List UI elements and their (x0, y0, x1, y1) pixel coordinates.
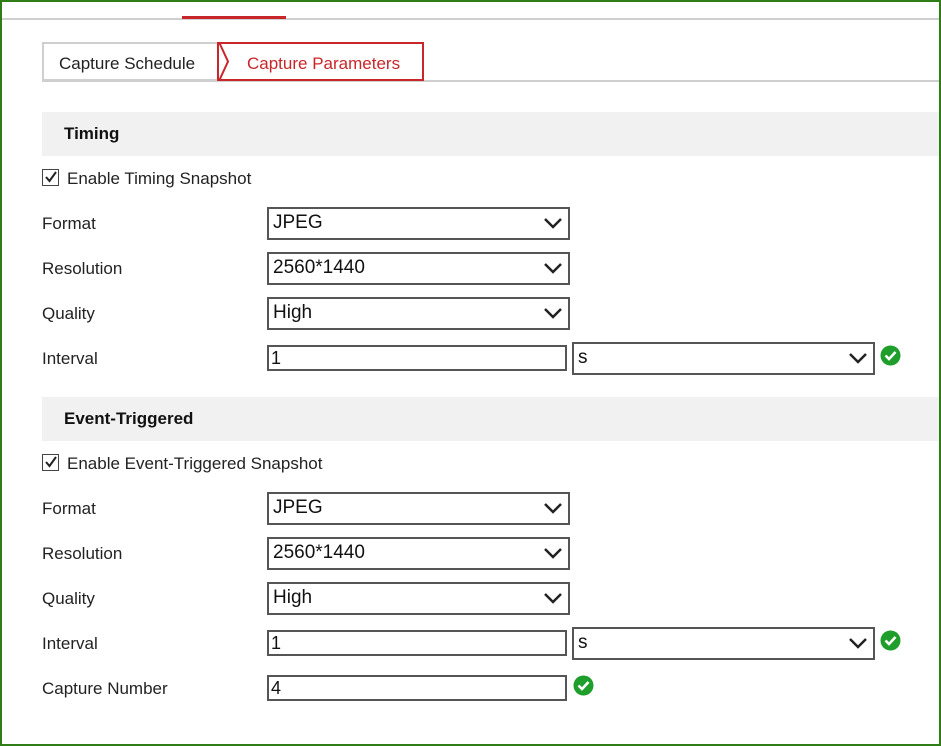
enable-timing-snapshot[interactable] (42, 169, 251, 189)
timing-quality-select[interactable] (267, 297, 570, 330)
timing-format-select[interactable] (267, 207, 570, 240)
timing-quality-value: High (273, 302, 313, 323)
event-resolution-value: 2560*1440 (273, 542, 365, 563)
chevron-down-icon (543, 217, 563, 229)
timing-format-value: JPEG (273, 212, 323, 233)
chevron-down-icon (543, 592, 563, 604)
event-format-select[interactable] (267, 492, 570, 525)
event-snapshot-checkbox[interactable] (42, 454, 59, 471)
valid-check-icon (880, 345, 901, 366)
tab-arrow-icon (219, 42, 231, 81)
chevron-down-icon (848, 352, 868, 364)
event-format-label: Format (42, 499, 96, 518)
event-resolution-label: Resolution (42, 544, 123, 563)
tab-capture-schedule-label: Capture Schedule (59, 54, 196, 73)
event-interval-unit-select[interactable] (572, 627, 875, 660)
event-interval-input[interactable] (267, 630, 567, 656)
timing-interval-input[interactable] (267, 345, 567, 371)
checkmark-icon (44, 455, 58, 469)
section-header-timing (42, 112, 939, 156)
chevron-down-icon (543, 547, 563, 559)
timing-snapshot-checkbox[interactable] (42, 169, 59, 186)
section-title-event: Event-Triggered (64, 409, 194, 428)
timing-interval-unit-select[interactable] (572, 342, 875, 375)
timing-quality-label: Quality (42, 304, 95, 323)
timing-resolution-value: 2560*1440 (273, 257, 365, 278)
event-quality-select[interactable] (267, 582, 570, 615)
event-quality-value: High (273, 587, 313, 608)
capture-number-value: 4 (271, 678, 282, 698)
timing-format-label: Format (42, 214, 96, 233)
enable-event-snapshot[interactable] (42, 454, 322, 474)
timing-snapshot-label: Enable Timing Snapshot (67, 169, 252, 188)
event-interval-value: 1 (271, 633, 282, 653)
event-format-value: JPEG (273, 497, 323, 518)
timing-interval-unit-value: s (578, 347, 588, 368)
tab-capture-parameters[interactable] (217, 42, 424, 81)
chevron-down-icon (543, 307, 563, 319)
checkmark-icon (44, 170, 58, 184)
event-interval-unit-value: s (578, 632, 588, 653)
event-quality-label: Quality (42, 589, 95, 608)
capture-number-input[interactable] (267, 675, 567, 701)
event-snapshot-label: Enable Event-Triggered Snapshot (67, 454, 323, 473)
section-header-event (42, 397, 939, 441)
top-divider (2, 18, 939, 20)
timing-interval-value: 1 (271, 348, 282, 368)
timing-interval-label: Interval (42, 349, 98, 368)
timing-resolution-select[interactable] (267, 252, 570, 285)
valid-check-icon (880, 630, 901, 651)
chevron-down-icon (543, 262, 563, 274)
tab-capture-schedule[interactable] (42, 42, 217, 81)
section-title-timing: Timing (64, 124, 120, 143)
active-menu-indicator (182, 16, 286, 19)
timing-resolution-label: Resolution (42, 259, 123, 278)
event-resolution-select[interactable] (267, 537, 570, 570)
tab-capture-parameters-label: Capture Parameters (247, 54, 401, 73)
valid-check-icon (573, 675, 594, 696)
capture-number-label: Capture Number (42, 679, 168, 698)
event-interval-label: Interval (42, 634, 98, 653)
chevron-down-icon (848, 637, 868, 649)
chevron-down-icon (543, 502, 563, 514)
